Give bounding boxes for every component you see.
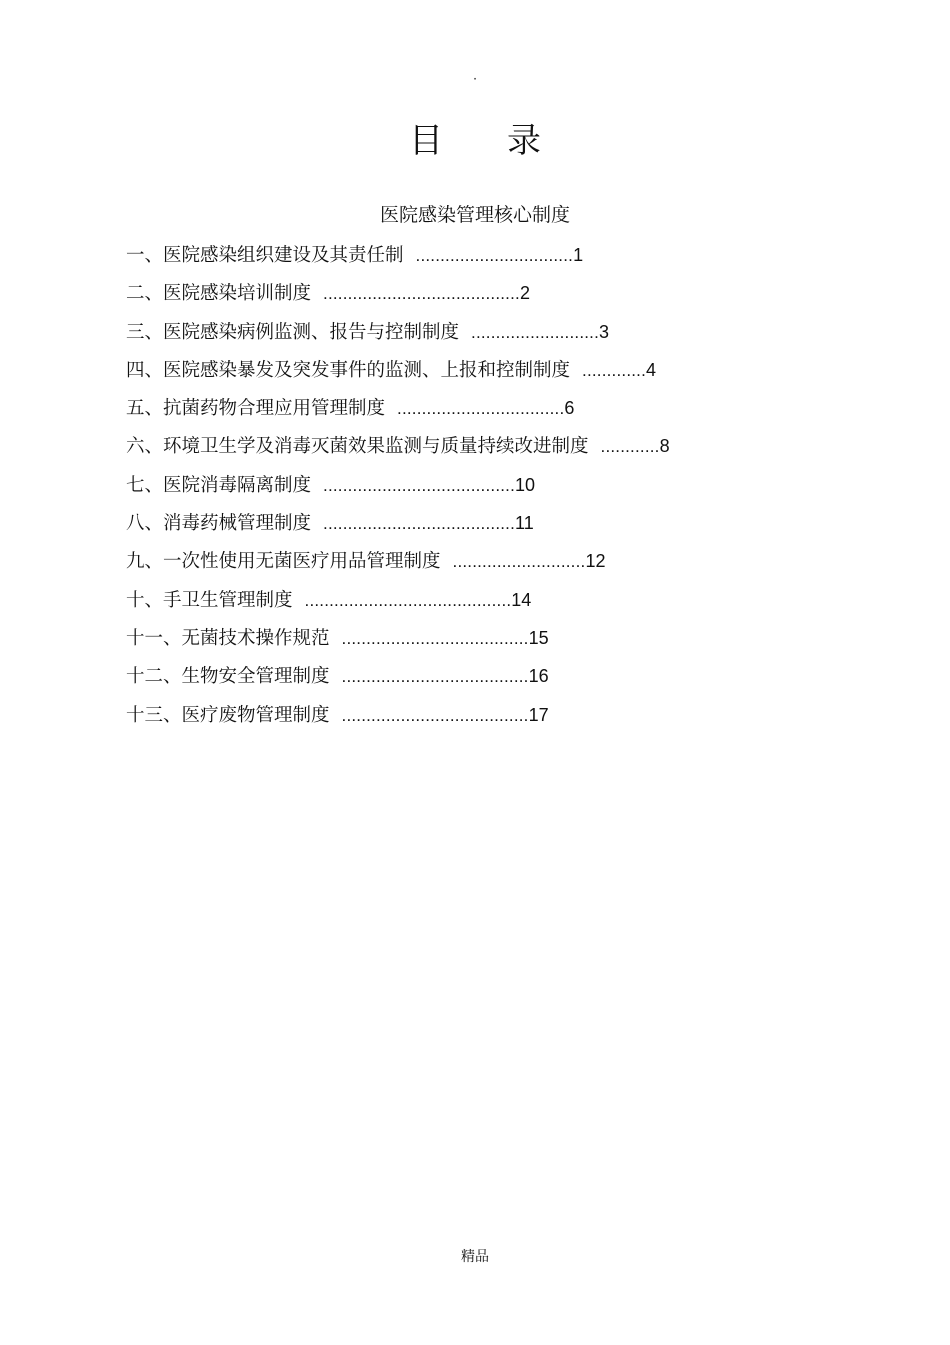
toc-entry-3[interactable] bbox=[126, 318, 826, 356]
toc-entry-page: 6 bbox=[564, 398, 575, 419]
toc-entry-leader: ............ bbox=[600, 437, 660, 457]
toc-entry-leader: ....................................... bbox=[323, 514, 516, 534]
toc-entry-page: 14 bbox=[511, 589, 532, 610]
toc-entry-7[interactable] bbox=[126, 471, 826, 509]
toc-entry-leader: .......................................... bbox=[304, 590, 512, 610]
toc-entry-4[interactable] bbox=[126, 356, 826, 394]
toc-entry-label: 十一、无菌技术操作规范 bbox=[126, 627, 330, 649]
toc-entry-label: 四、医院感染暴发及突发事件的监测、上报和控制制度 bbox=[126, 359, 571, 381]
toc-entry-11[interactable] bbox=[126, 624, 826, 662]
toc-entry-2[interactable] bbox=[126, 279, 826, 317]
toc-entry-label: 十、手卫生管理制度 bbox=[126, 589, 293, 611]
toc-entry-label: 二、医院感染培训制度 bbox=[126, 283, 312, 305]
page-title: 目录 bbox=[409, 121, 605, 161]
toc-entry-leader: .......................... bbox=[471, 322, 600, 342]
toc-entry-page: 12 bbox=[585, 551, 606, 572]
toc-entry-page: 8 bbox=[659, 436, 670, 457]
toc-entry-leader: ............. bbox=[582, 360, 647, 380]
toc-subtitle: 医院感染管理核心制度 bbox=[379, 204, 570, 226]
toc-entry-page: 2 bbox=[519, 283, 530, 304]
toc-entry-page: 10 bbox=[515, 474, 536, 495]
toc-entry-page: 15 bbox=[528, 627, 549, 648]
toc-entry-leader: ........................................ bbox=[323, 284, 520, 304]
page-footer: 精品 bbox=[461, 1249, 489, 1265]
toc-entry-8[interactable] bbox=[126, 509, 826, 547]
toc-entry-label: 三、医院感染病例监测、报告与控制制度 bbox=[126, 321, 460, 343]
toc-entry-leader: ...................................... bbox=[341, 705, 529, 725]
toc-entry-page: 16 bbox=[528, 666, 549, 687]
toc-entry-page: 3 bbox=[599, 321, 610, 342]
toc-entry-leader: .................................. bbox=[397, 399, 565, 419]
toc-entry-label: 九、一次性使用无菌医疗用品管理制度 bbox=[126, 551, 441, 573]
toc-entry-page: 4 bbox=[646, 359, 657, 380]
toc-entry-6[interactable] bbox=[126, 432, 826, 470]
toc-entry-label: 七、医院消毒隔离制度 bbox=[126, 474, 312, 496]
toc-entry-page: 11 bbox=[515, 513, 534, 534]
toc-entry-1[interactable] bbox=[126, 241, 826, 279]
toc-entry-label: 十二、生物安全管理制度 bbox=[126, 666, 330, 688]
toc-entry-5[interactable] bbox=[126, 394, 826, 432]
table-of-contents bbox=[126, 241, 826, 739]
toc-entry-leader: ....................................... bbox=[323, 475, 516, 495]
toc-entry-page: 17 bbox=[528, 704, 549, 725]
toc-entry-leader: ...................................... bbox=[341, 628, 529, 648]
toc-entry-label: 五、抗菌药物合理应用管理制度 bbox=[126, 398, 386, 420]
toc-entry-leader: ........................... bbox=[452, 552, 586, 572]
toc-entry-12[interactable] bbox=[126, 662, 826, 700]
toc-entry-label: 十三、医疗废物管理制度 bbox=[126, 704, 330, 726]
toc-entry-leader: ................................ bbox=[415, 246, 574, 265]
toc-entry-label: 一、医院感染组织建设及其责任制 bbox=[126, 245, 404, 266]
toc-entry-label: 六、环境卫生学及消毒灭菌效果监测与质量持续改进制度 bbox=[126, 436, 589, 458]
toc-entry-label: 八、消毒药械管理制度 bbox=[126, 513, 312, 535]
top-mark: · bbox=[473, 72, 477, 86]
toc-entry-leader: ...................................... bbox=[341, 667, 529, 687]
toc-entry-13[interactable] bbox=[126, 701, 826, 739]
toc-entry-page: 1 bbox=[573, 245, 584, 265]
toc-entry-10[interactable] bbox=[126, 586, 826, 624]
toc-entry-9[interactable] bbox=[126, 547, 826, 585]
